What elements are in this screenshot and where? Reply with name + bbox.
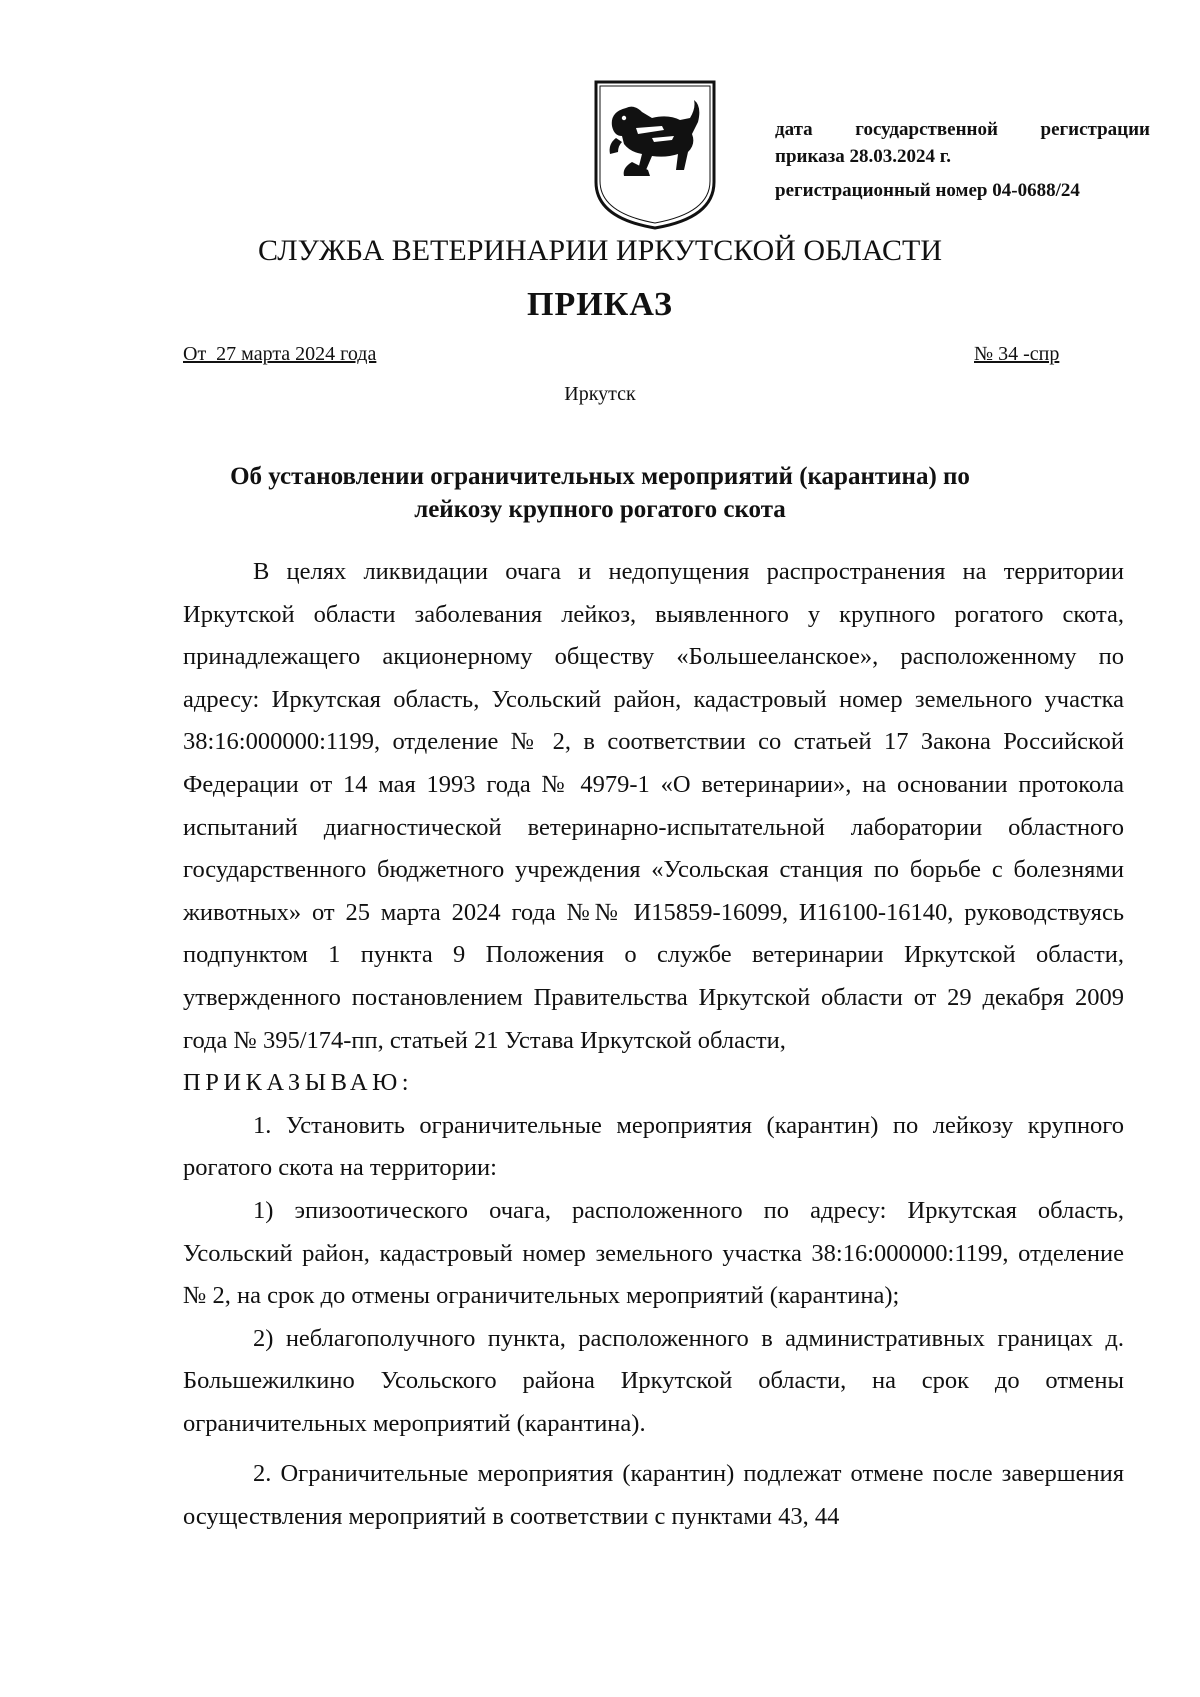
document-type: ПРИКАЗ (527, 286, 673, 323)
title-line-2: лейкозу крупного рогатого скота (414, 496, 786, 523)
title-line-1: Об установлении ограничительных мероприятий (карантина) по (230, 463, 970, 490)
item-2: 2. Ограничительные мероприятия (карантин) подлежат отмене после завершения осуществления мероприятий в соответствии с пунктами 43, 44 (183, 1460, 1124, 1531)
registration-number: регистрационный номер 04-0688/24 (775, 180, 1080, 201)
document-title (200, 460, 1000, 526)
order-word: ПРИКАЗЫВАЮ: (183, 1069, 414, 1097)
agency-name: СЛУЖБА ВЕТЕРИНАРИИ ИРКУТСКОЙ ОБЛАСТИ (258, 234, 942, 267)
registration-line-1: дата государственной регистрации (775, 119, 1150, 140)
registration-date: приказа 28.03.2024 г. (775, 146, 951, 167)
item-1-subitem-1: 1) эпизоотического очага, расположенного по адресу: Иркутская область, Усольский район, кадастровый номер земельного участка 38:16:000000:1199, отделение № 2, на срок до отмены ограничительных мероприятий (карантина); (183, 1196, 1124, 1310)
coat-of-arms-emblem (592, 78, 718, 230)
item-1: 1. Установить ограничительные мероприятия (карантин) по лейкозу крупного рогатого скота на территории: (183, 1111, 1124, 1182)
preamble-paragraph: В целях ликвидации очага и недопущения распространения на территории Иркутской области заболевания лейкоз, выявленного у крупного рогатого скота, принадлежащего акционерному обществу «Большееланское», расположенному по адресу: Иркутская область, Усольский район, кадастровый номер земельного участка 38:16:000000:1199, отделение № 2, в соответствии со статьей 17 Закона Российской Федерации от 14 мая 1993 года № 4979-1 «О ветеринарии», на основании протокола испытаний диагностической ветеринарно-испытательной лаборатории областного государственного бюджетного учреждения «Усольская станция по борьбе с болезнями животных» от 25 марта 2024 года №№ И15859-16099, И16100-16140, руководствуясь подпунктом 1 пункта 9 Положения о службе ветеринарии Иркутской области, утвержденного постановлением Правительства Иркутской области от 29 декабря 2009 года № 395/174-пп, статьей 21 Устава Иркутской области, (183, 558, 1124, 1054)
order-date: От 27 марта 2024 года (183, 343, 377, 365)
item-1-subitem-2: 2) неблагополучного пункта, расположенного в административных границах д. Большежилкино Усольского района Иркутской области, на срок до отмены ограничительных мероприятий (карантина). (183, 1324, 1124, 1437)
city: Иркутск (564, 383, 636, 405)
order-number: № 34 -спр (974, 343, 1060, 365)
document-body (183, 551, 1124, 1539)
registration-block (775, 116, 1150, 204)
